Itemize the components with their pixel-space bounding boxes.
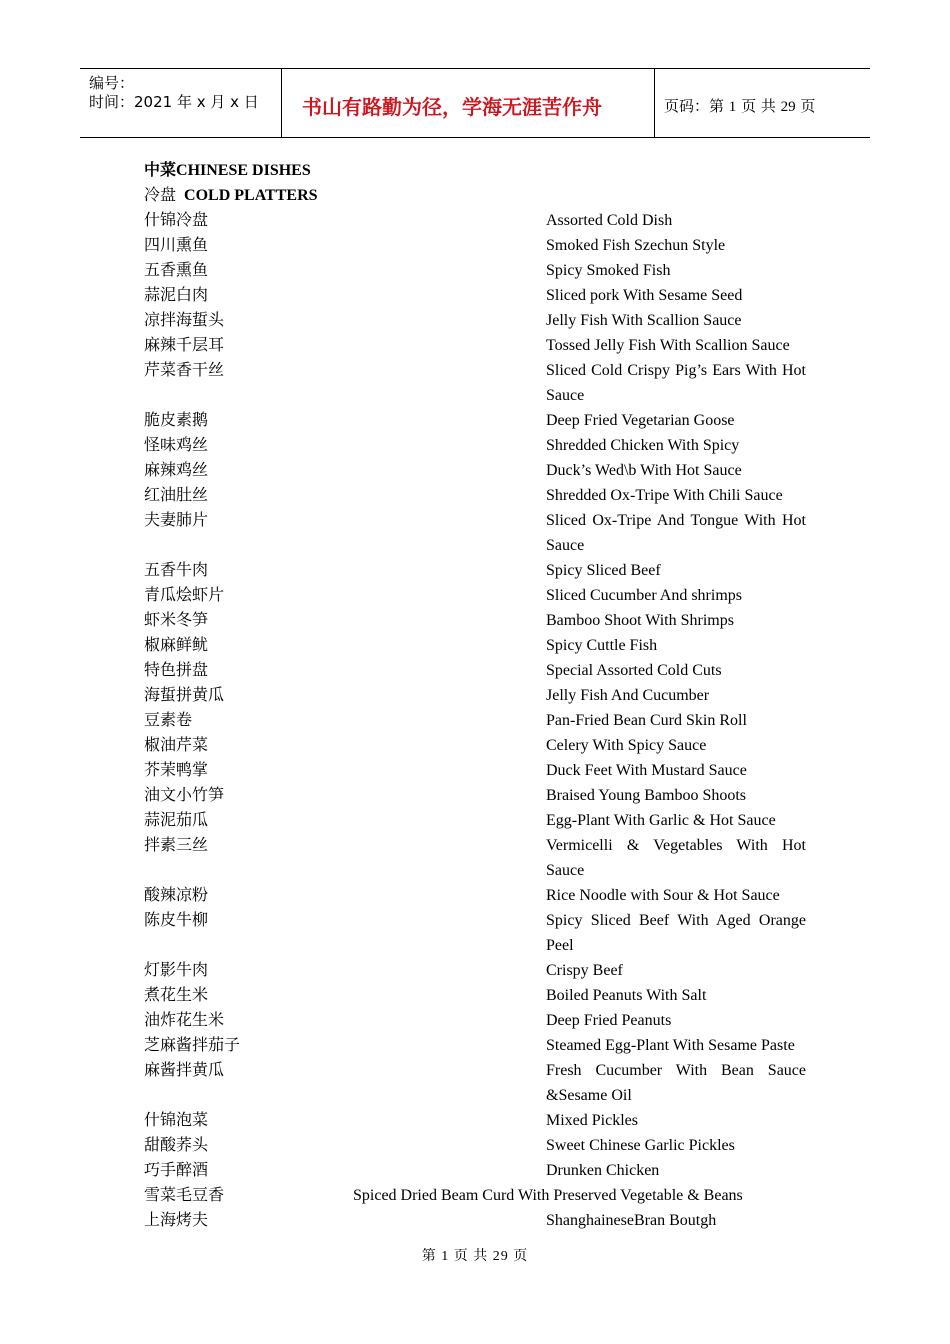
dish-row — [144, 908, 814, 958]
dish-name-cn: 什锦冷盘 — [144, 212, 209, 229]
dish-name-cn: 芹菜香干丝 — [144, 362, 225, 379]
dish-name-en: Shredded Chicken With Spicy — [546, 437, 740, 454]
dish-name-en: Sliced Cucumber And shrimps — [546, 587, 742, 604]
dish-row — [144, 1158, 814, 1183]
dish-name-en: Crispy Beef — [546, 962, 623, 979]
dish-name-cn: 红油肚丝 — [144, 487, 209, 504]
dish-row — [144, 733, 814, 758]
dish-name-cn: 豆素卷 — [144, 712, 193, 729]
document-date-label: 时间：2021 年 x 月 x 日 — [89, 93, 259, 111]
dish-name-cn: 芝麻酱拌茄子 — [144, 1037, 241, 1054]
dish-row — [144, 508, 814, 558]
dish-name-en: Fresh Cucumber With Bean Sauce &Sesame Oil — [546, 1062, 806, 1104]
dish-name-en: Vermicelli & Vegetables With Hot Sauce — [546, 837, 806, 879]
dish-name-en: Shredded Ox-Tripe With Chili Sauce — [546, 487, 783, 504]
dish-name-cn: 蒜泥茄瓜 — [144, 812, 209, 829]
footer-mid: 页 共 — [453, 1249, 489, 1264]
dish-row — [144, 783, 814, 808]
subsection-title — [144, 183, 814, 208]
dish-name-en: Spicy Cuttle Fish — [546, 637, 658, 654]
page-mid: 页 共 — [741, 97, 776, 115]
dish-name-en: Pan-Fried Bean Curd Skin Roll — [546, 712, 747, 729]
dish-name-en: Deep Fried Peanuts — [546, 1012, 672, 1029]
footer-suffix: 页 — [513, 1249, 529, 1264]
dish-name-en: Special Assorted Cold Cuts — [546, 662, 722, 679]
dish-name-en: Drunken Chicken — [546, 1162, 660, 1179]
dish-name-cn: 凉拌海蜇头 — [144, 312, 225, 329]
dish-name-cn: 虾米冬笋 — [144, 612, 209, 629]
dish-name-cn: 怪味鸡丝 — [144, 437, 209, 454]
dish-name-en: Assorted Cold Dish — [546, 212, 673, 229]
dish-name-cn: 蒜泥白肉 — [144, 287, 209, 304]
header-motto: 书山有路勤为径，学海无涯苦作舟 — [302, 95, 602, 119]
page-header — [80, 68, 870, 138]
footer-page-current: 1 — [441, 1249, 450, 1264]
dish-name-cn: 麻辣鸡丝 — [144, 462, 209, 479]
dish-name-cn: 麻酱拌黄瓜 — [144, 1062, 225, 1079]
dish-row — [144, 458, 814, 483]
dish-row — [144, 808, 814, 833]
subsection-title-en: COLD PLATTERS — [184, 187, 318, 204]
dish-name-cn: 青瓜烩虾片 — [144, 587, 225, 604]
dish-name-cn: 甜酸荞头 — [144, 1137, 209, 1154]
dish-name-en: Egg-Plant With Garlic & Hot Sauce — [546, 812, 776, 829]
dish-row — [144, 1183, 814, 1208]
dish-row — [144, 708, 814, 733]
dish-name-cn: 什锦泡菜 — [144, 1112, 209, 1129]
footer-page-total: 29 — [492, 1249, 509, 1264]
dish-row — [144, 333, 814, 358]
menu-content — [144, 158, 814, 1233]
dish-name-cn: 上海烤夫 — [144, 1212, 209, 1229]
dish-name-cn: 陈皮牛柳 — [144, 912, 209, 929]
dish-name-en: Jelly Fish With Scallion Sauce — [546, 312, 742, 329]
dish-name-en: Braised Young Bamboo Shoots — [546, 787, 747, 804]
dish-name-cn: 麻辣千层耳 — [144, 337, 225, 354]
dish-row — [144, 358, 814, 408]
section-title-cn: 中菜 — [144, 162, 177, 179]
dish-row — [144, 258, 814, 283]
dish-name-cn: 海蜇拼黄瓜 — [144, 687, 225, 704]
dish-row — [144, 1033, 814, 1058]
section-title-en: CHINESE DISHES — [176, 162, 311, 179]
dish-name-cn: 煮花生米 — [144, 987, 209, 1004]
dish-name-en: Spicy Sliced Beef With Aged Orange Peel — [546, 912, 806, 954]
dish-name-cn: 椒油芹菜 — [144, 737, 209, 754]
dish-row — [144, 583, 814, 608]
dish-name-cn: 五香熏鱼 — [144, 262, 209, 279]
dish-name-en: Sliced pork With Sesame Seed — [546, 287, 743, 304]
dish-row — [144, 833, 814, 883]
dish-name-en: ShanghaineseBran Boutgh — [546, 1212, 717, 1229]
dish-name-cn: 酸辣凉粉 — [144, 887, 209, 904]
dish-name-cn: 椒麻鲜鱿 — [144, 637, 209, 654]
dish-name-en: Steamed Egg-Plant With Sesame Paste — [546, 1037, 795, 1054]
dish-row — [144, 1208, 814, 1233]
dish-name-cn: 油炸花生米 — [144, 1012, 225, 1029]
header-page-indicator — [664, 95, 815, 116]
header-divider — [281, 69, 282, 137]
dish-name-en: Duck Feet With Mustard Sauce — [546, 762, 747, 779]
dish-row — [144, 1008, 814, 1033]
dish-row — [144, 308, 814, 333]
dish-name-en: Spiced Dried Beam Curd With Preserved Vegetable & Beans — [353, 1187, 743, 1204]
dish-name-cn: 油文小竹笋 — [144, 787, 225, 804]
dish-name-en: Celery With Spicy Sauce — [546, 737, 707, 754]
dish-name-en: Smoked Fish Szechun Style — [546, 237, 726, 254]
subsection-title-cn: 冷盘 — [144, 187, 177, 204]
page-footer — [0, 1245, 950, 1265]
dish-name-cn: 灯影牛肉 — [144, 962, 209, 979]
dish-name-en: Spicy Sliced Beef — [546, 562, 661, 579]
dish-row — [144, 558, 814, 583]
dish-row — [144, 483, 814, 508]
dish-name-en: Tossed Jelly Fish With Scallion Sauce — [546, 337, 790, 354]
dish-row — [144, 283, 814, 308]
page-suffix: 页 — [800, 97, 816, 115]
dish-name-cn: 巧手醉酒 — [144, 1162, 209, 1179]
header-divider — [654, 69, 655, 137]
dish-name-cn: 拌素三丝 — [144, 837, 209, 854]
dish-name-en: Mixed Pickles — [546, 1112, 638, 1129]
footer-prefix: 第 — [421, 1249, 437, 1264]
section-title — [144, 158, 814, 183]
dish-name-cn: 五香牛肉 — [144, 562, 209, 579]
dish-name-en: Sliced Cold Crispy Pig’s Ears With Hot Sauce — [546, 362, 806, 404]
dish-row — [144, 883, 814, 908]
page-total: 29 — [780, 99, 796, 115]
dish-name-cn: 雪菜毛豆香 — [144, 1187, 225, 1204]
dish-row — [144, 208, 814, 233]
dish-name-en: Boiled Peanuts With Salt — [546, 987, 707, 1004]
dish-name-en: Spicy Smoked Fish — [546, 262, 671, 279]
dish-row — [144, 433, 814, 458]
dish-row — [144, 1058, 814, 1108]
dish-row — [144, 1108, 814, 1133]
dish-name-cn: 特色拼盘 — [144, 662, 209, 679]
dish-row — [144, 658, 814, 683]
dish-row — [144, 233, 814, 258]
document-number-label: 编号： — [89, 74, 135, 92]
dish-row — [144, 758, 814, 783]
dish-row — [144, 958, 814, 983]
dish-name-en: Deep Fried Vegetarian Goose — [546, 412, 735, 429]
dish-row — [144, 408, 814, 433]
page-current: 1 — [728, 99, 737, 115]
dish-row — [144, 983, 814, 1008]
dish-row — [144, 633, 814, 658]
dish-row — [144, 683, 814, 708]
dish-name-cn: 四川熏鱼 — [144, 237, 209, 254]
dish-name-en: Rice Noodle with Sour & Hot Sauce — [546, 887, 780, 904]
dish-name-en: Sliced Ox-Tripe And Tongue With Hot Sauce — [546, 512, 806, 554]
dish-row — [144, 1133, 814, 1158]
dish-name-en: Duck’s Wed\b With Hot Sauce — [546, 462, 742, 479]
dish-row — [144, 608, 814, 633]
dish-name-cn: 芥茉鸭掌 — [144, 762, 209, 779]
dish-name-cn: 夫妻肺片 — [144, 512, 209, 529]
page-prefix: 页码：第 — [664, 97, 725, 115]
dish-name-en: Sweet Chinese Garlic Pickles — [546, 1137, 735, 1154]
dish-name-en: Bamboo Shoot With Shrimps — [546, 612, 734, 629]
dish-name-en: Jelly Fish And Cucumber — [546, 687, 710, 704]
dish-name-cn: 脆皮素鹅 — [144, 412, 209, 429]
